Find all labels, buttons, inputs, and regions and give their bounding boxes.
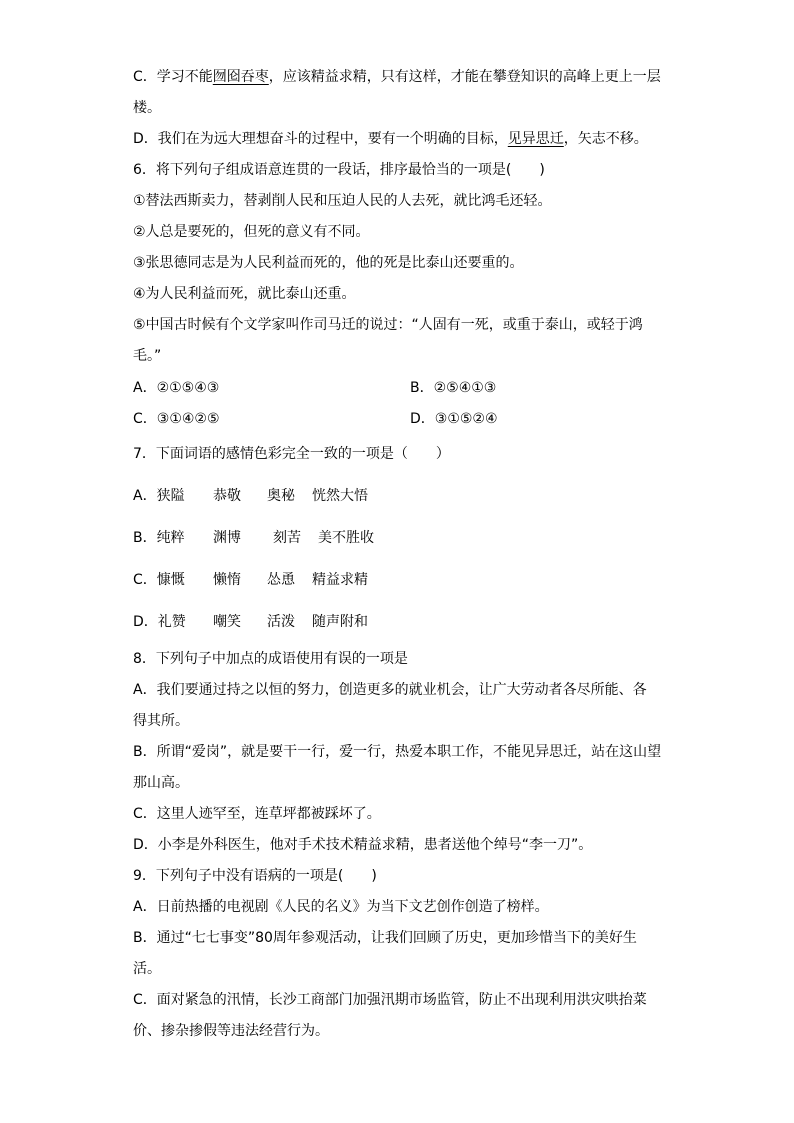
q8-option-b-cont: 那山高。 (133, 775, 189, 791)
q9-option-a[interactable]: A．日前热播的电视剧《人民的名义》为当下文艺创作创造了榜样。 (133, 899, 549, 915)
q5-option-c-pre: C．学习不能 (133, 69, 213, 85)
q8-option-a-cont: 得其所。 (133, 713, 189, 729)
q5-option-d-post: ，矢志不移。 (563, 131, 648, 147)
q6-option-a[interactable]: A．②①⑤④③ (133, 380, 220, 396)
q9-option-c[interactable]: C．面对紧急的汛情，长沙工商部门加强汛期市场监管，防止不出现利用洪灾哄抬菜 (133, 992, 647, 1008)
q6-option-c[interactable]: C．③①④②⑤ (133, 411, 220, 427)
q7-d-word-2: 嘲笑 (213, 614, 241, 630)
q7-option-a[interactable] (133, 487, 368, 505)
q7-c-word-2: 懒惰 (213, 572, 241, 588)
q5-option-d-underlined: 见异思迁 (507, 131, 564, 147)
q5-option-c-post: ，应该精益求精，只有这样，才能在攀登知识的高峰上更上一层 (268, 69, 661, 85)
q6-sentence-5: ⑤中国古时候有个文学家叫作司马迁的说过：“人固有一死，或重于泰山，或轻于鸿 (133, 317, 643, 333)
q9-option-c-cont: 价、掺杂掺假等违法经营行为。 (133, 1023, 329, 1039)
q7-b-word-3: 刻苦 (273, 530, 301, 546)
q7-c-word-3: 怂恿 (267, 572, 295, 588)
q6-sentence-5-cont: 毛。” (133, 348, 162, 364)
q7-d-word-1: D．礼赞 (133, 614, 186, 630)
q5-option-d[interactable] (133, 130, 648, 148)
q7-b-word-2: 渊博 (213, 530, 241, 546)
q5-option-c[interactable] (133, 68, 661, 86)
q8-option-b[interactable]: B．所谓“爱岗”，就是要干一行，爱一行，热爱本职工作，不能见异思迁，站在这山望 (133, 744, 662, 760)
q7-a-word-1: A．狭隘 (133, 488, 185, 504)
q7-d-word-3: 活泼 (267, 614, 295, 630)
q8-option-a[interactable]: A．我们要通过持之以恒的努力，创造更多的就业机会，让广大劳动者各尽所能、各 (133, 682, 647, 698)
q9-stem: 9．下列句子中没有语病的一项是( ) (133, 868, 377, 884)
q7-b-word-1: B．纯粹 (133, 530, 185, 546)
q7-c-word-4: 精益求精 (312, 572, 368, 588)
q7-a-word-4: 恍然大悟 (312, 488, 368, 504)
q8-option-d[interactable]: D．小李是外科医生，他对手术技术精益求精，患者送他个绰号“李一刀”。 (133, 837, 593, 853)
q6-option-d[interactable]: D．③①⑤②④ (410, 411, 498, 427)
q7-a-word-3: 奥秘 (267, 488, 295, 504)
q7-option-b[interactable] (133, 529, 374, 547)
q6-option-b[interactable]: B．②⑤④①③ (410, 380, 497, 396)
q7-c-word-1: C．慷慨 (133, 572, 185, 588)
q7-a-word-2: 恭敬 (213, 488, 241, 504)
q8-stem: 8．下列句子中加点的成语使用有误的一项是 (133, 651, 408, 667)
q5-option-d-pre: D．我们在为远大理想奋斗的过程中，要有一个明确的目标， (133, 131, 508, 147)
q6-sentence-1: ①替法西斯卖力，替剥削人民和压迫人民的人去死，就比鸿毛还轻。 (133, 193, 552, 209)
q6-sentence-3: ③张思德同志是为人民利益而死的，他的死是比泰山还要重的。 (133, 255, 524, 271)
q6-sentence-2: ②人总是要死的，但死的意义有不同。 (133, 224, 370, 240)
q7-option-d[interactable] (133, 613, 368, 631)
q7-stem: 7．下面词语的感情色彩完全一致的一项是（ ） (133, 446, 450, 462)
q5-option-c-underlined: 囫囵吞枣 (212, 69, 269, 85)
q8-option-c[interactable]: C．这里人迹罕至，连草坪都被踩坏了。 (133, 806, 381, 822)
q7-d-word-4: 随声附和 (312, 614, 368, 630)
q9-option-b[interactable]: B．通过“七七事变”80周年参观活动，让我们回顾了历史，更加珍惜当下的美好生 (133, 930, 637, 946)
q6-sentence-4: ④为人民利益而死，就比泰山还重。 (133, 286, 356, 302)
q5-option-c-cont: 楼。 (133, 100, 161, 116)
q7-b-word-4: 美不胜收 (318, 530, 374, 546)
q7-option-c[interactable] (133, 571, 368, 589)
q6-stem: 6．将下列句子组成语意连贯的一段话，排序最恰当的一项是( ) (133, 162, 545, 178)
q9-option-b-cont: 活。 (133, 961, 161, 977)
